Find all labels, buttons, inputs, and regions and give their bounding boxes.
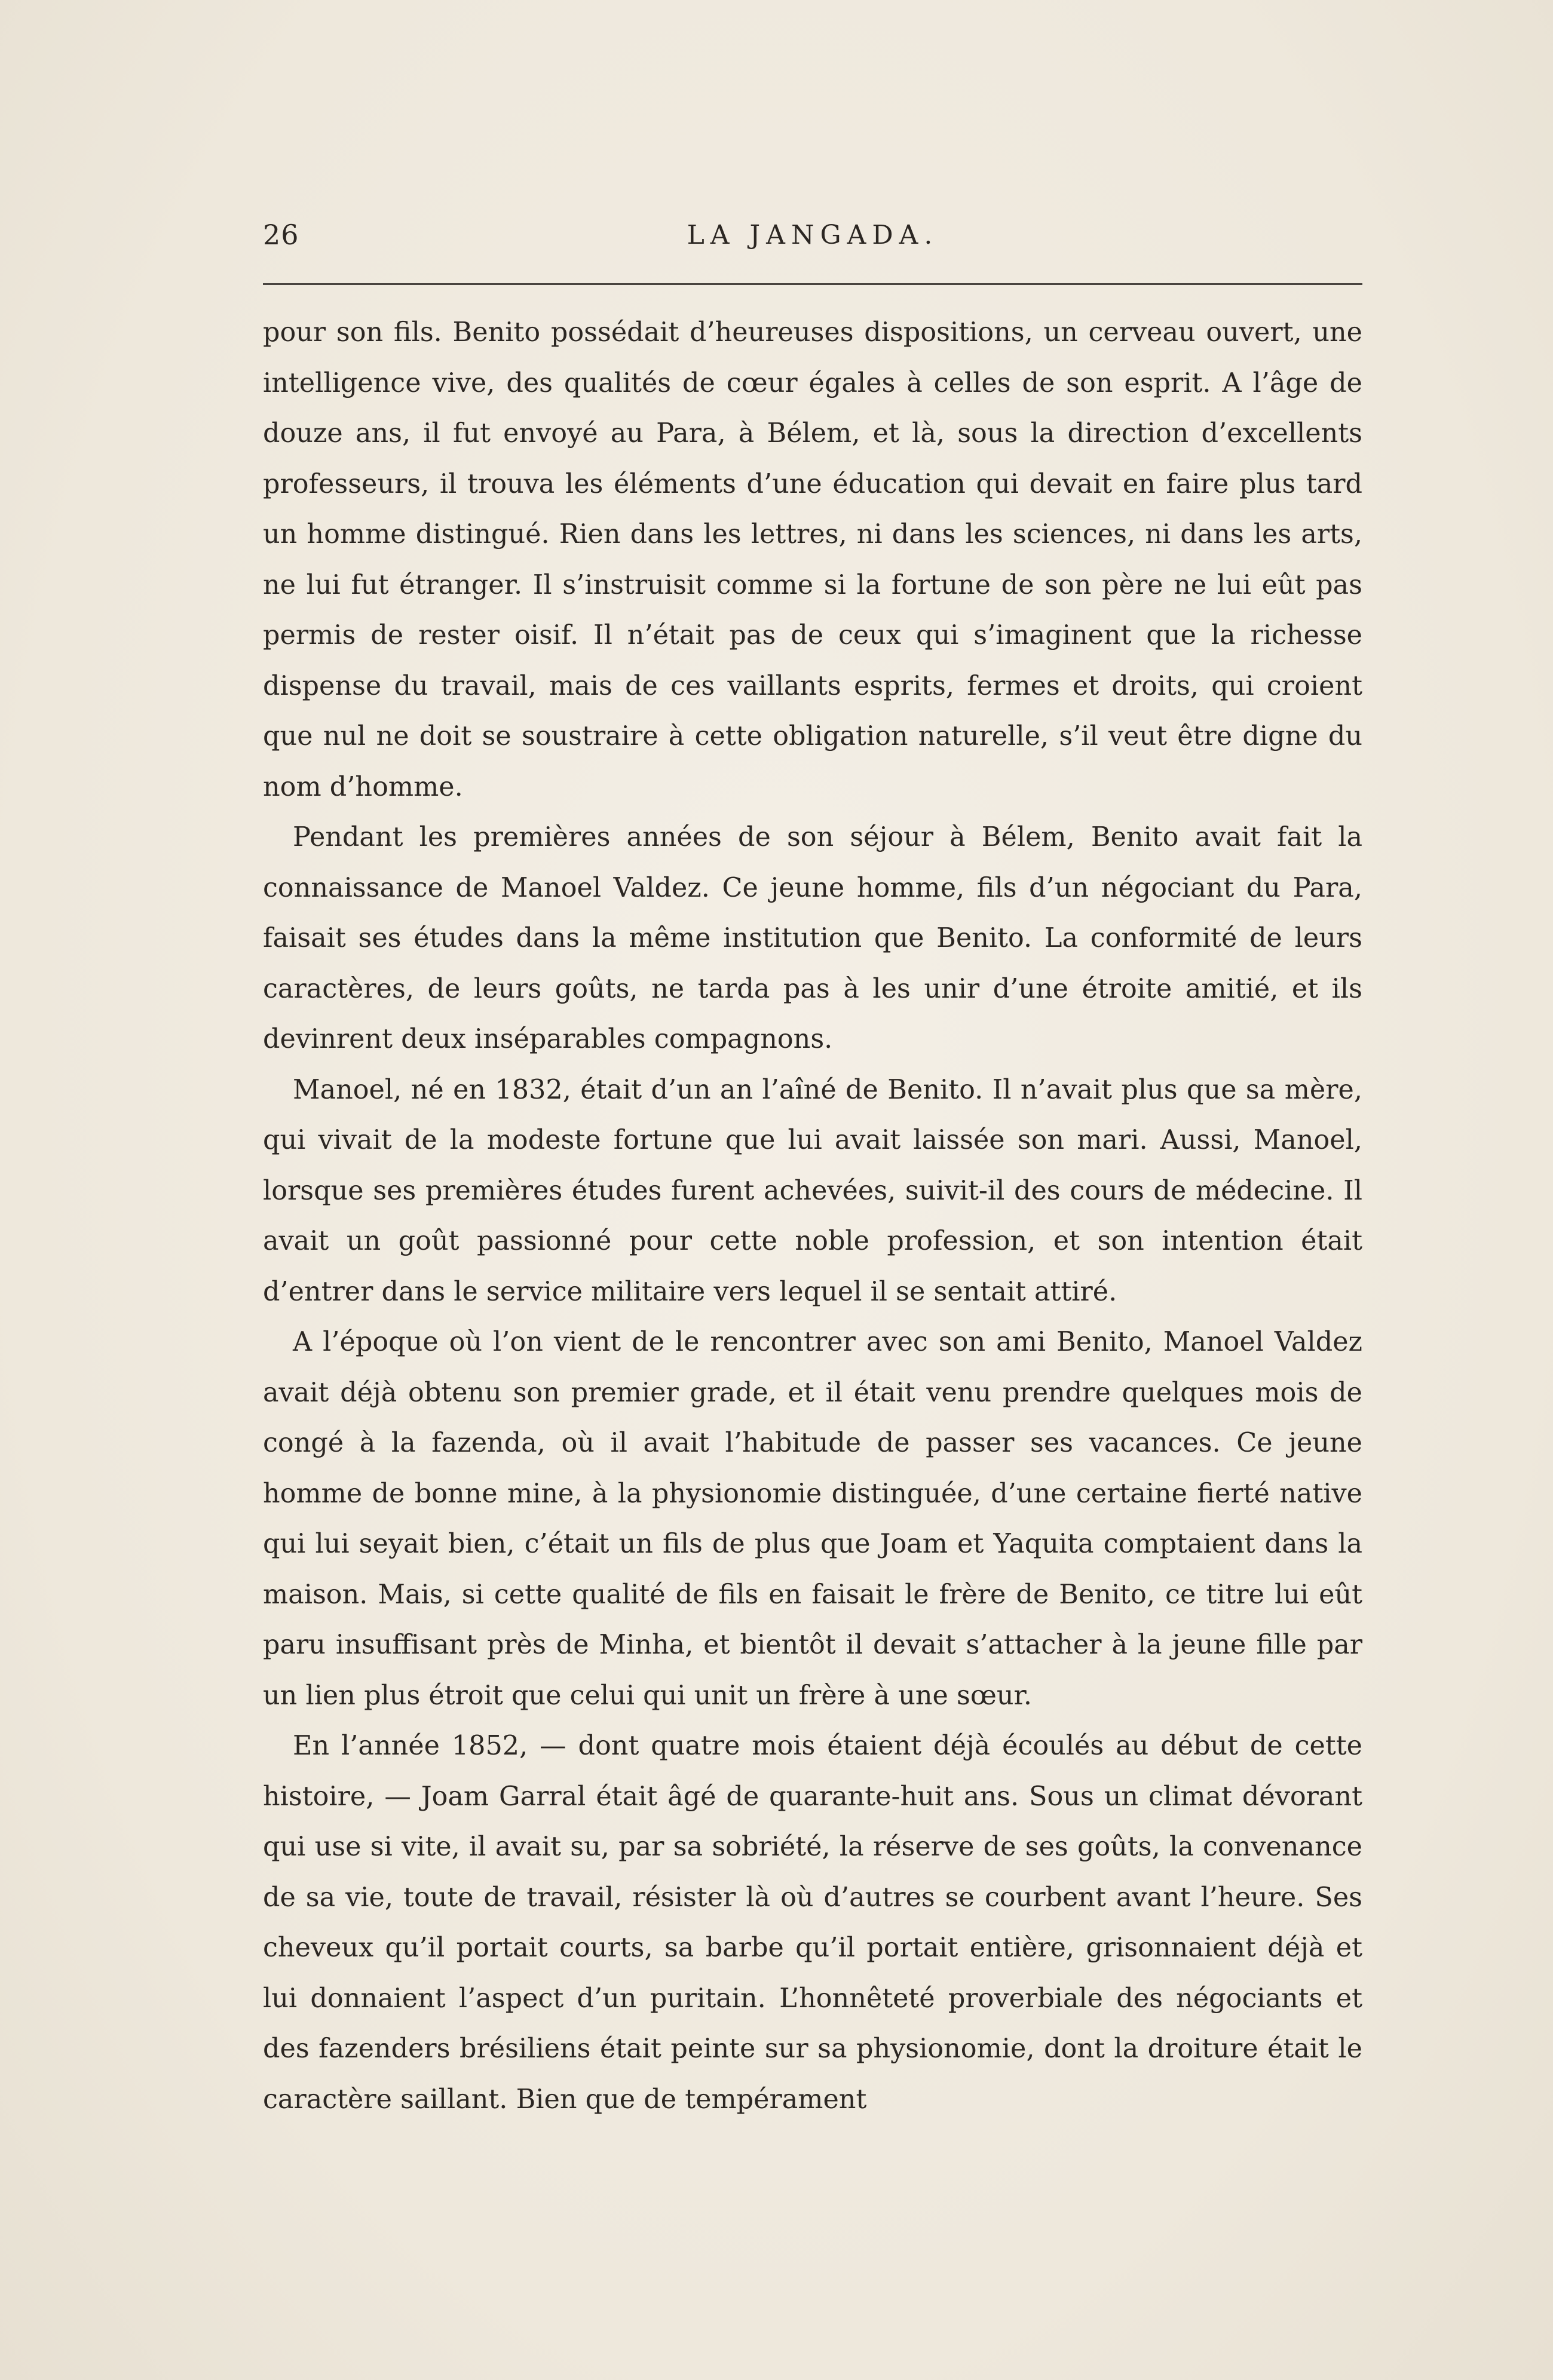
paragraph: En l’année 1852, — dont quatre mois étaient déjà écoulés au début de cette histoire, — Joam Garral était âgé de quarante-huit ans. Sous un climat dévorant qui use si vite, il avait su, par sa sobriété, la réserve de ses goûts, la convenance de sa vie, toute de travail, résister là où d’autres se courbent avant l’heure. Ses cheveux qu’il portait courts, sa barbe qu’il portait entière, grisonnaient déjà et lui donnaient l’aspect d’un puritain. L’honnêteté proverbiale des négociants et des fazenders brésiliens était peinte sur sa physionomie, dont la droiture était le caractère saillant. Bien que de tempérament [263, 1731, 1362, 2115]
paragraph: Pendant les premières années de son séjour à Bélem, Benito avait fait la connaissance de Manoel Valdez. Ce jeune homme, fils d’un négociant du Para, faisait ses études dans la même institution que Benito. La conformité de leurs caractères, de leurs goûts, ne tarda pas à les unir d’une étroite amitié, et ils devinrent deux inséparables compagnons. [263, 822, 1362, 1054]
header-rule [263, 283, 1362, 285]
body-text [263, 308, 1362, 2125]
page-number: 26 [263, 219, 299, 251]
page-header [263, 215, 1362, 257]
running-title: LA JANGADA. [687, 220, 939, 250]
paragraph: Manoel, né en 1832, était d’un an l’aîné de Benito. Il n’avait plus que sa mère, qui vivait de la modeste fortune que lui avait laissée son mari. Aussi, Manoel, lorsque ses premières études furent achevées, suivit-il des cours de médecine. Il avait un goût passionné pour cette noble profession, et son intention était d’entrer dans le service militaire vers lequel il se sentait attiré. [263, 1074, 1362, 1307]
paragraph: A l’époque où l’on vient de le rencontrer avec son ami Benito, Manoel Valdez avait déjà obtenu son premier grade, et il était venu prendre quelques mois de congé à la fazenda, où il avait l’habitude de passer ses vacances. Ce jeune homme de bonne mine, à la physionomie distinguée, d’une certaine fierté native qui lui seyait bien, c’était un fils de plus que Joam et Yaquita comptaient dans la maison. Mais, si cette qualité de fils en faisait le frère de Benito, ce titre lui eût paru insuffisant près de Minha, et bientôt il devait s’attacher à la jeune fille par un lien plus étroit que celui qui unit un frère à une sœur. [263, 1327, 1362, 1711]
paragraph: pour son fils. Benito possédait d’heureuses dispositions, un cerveau ouvert, une intelligence vive, des qualités de cœur égales à celles de son esprit. A l’âge de douze ans, il fut envoyé au Para, à Bélem, et là, sous la direction d’excellents professeurs, il trouva les éléments d’une éducation qui devait en faire plus tard un homme distingué. Rien dans les lettres, ni dans les sciences, ni dans les arts, ne lui fut étranger. Il s’instruisit comme si la fortune de son père ne lui eût pas permis de rester oisif. Il n’était pas de ceux qui s’imaginent que la richesse dispense du travail, mais de ces vaillants esprits, fermes et droits, qui croient que nul ne doit se soustraire à cette obligation naturelle, s’il veut être digne du nom d’homme. [263, 317, 1362, 802]
